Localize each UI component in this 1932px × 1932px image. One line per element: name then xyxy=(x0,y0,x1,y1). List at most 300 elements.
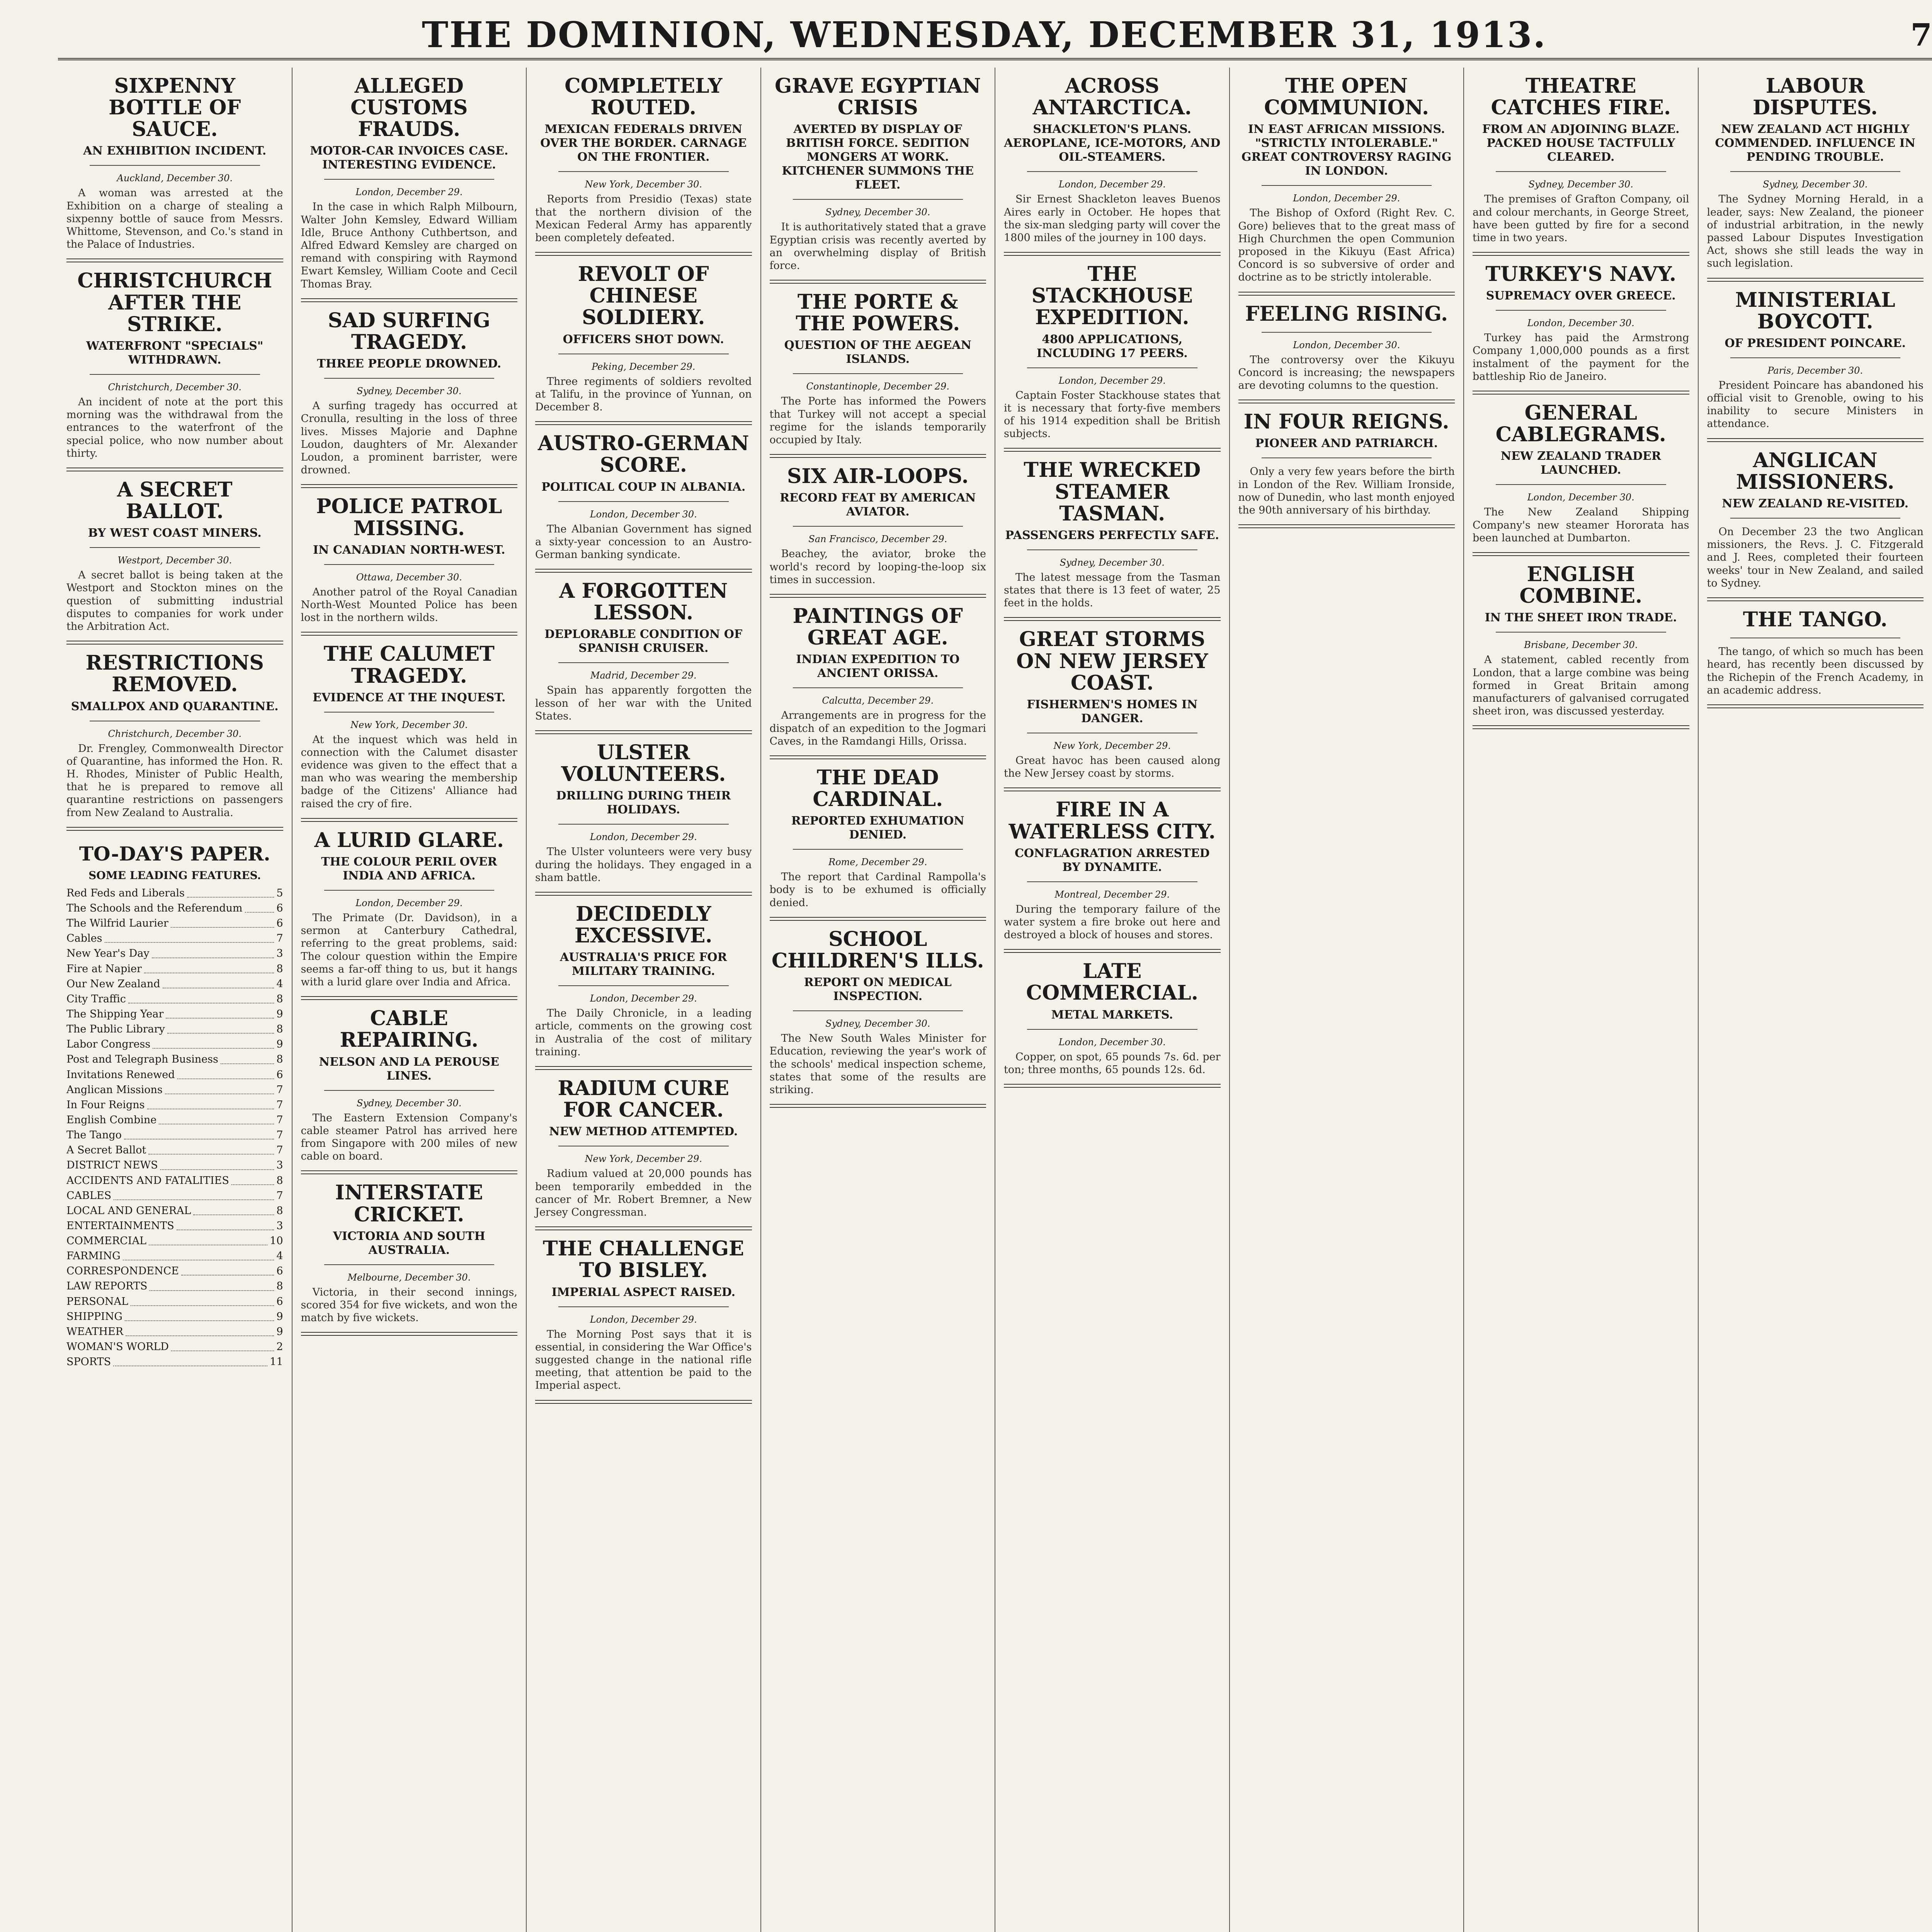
article-headline: MINISTERIAL BOYCOTT. xyxy=(1735,288,1895,333)
feature-item xyxy=(66,1324,283,1339)
divider xyxy=(90,165,260,166)
article xyxy=(66,75,283,262)
article-dateline: Sydney, December 30. xyxy=(357,386,462,397)
article-headline: FEELING RISING. xyxy=(1245,302,1448,326)
divider xyxy=(793,1010,963,1011)
column xyxy=(1230,68,1464,1932)
article-subheading: SMALLPOX AND QUARANTINE. xyxy=(71,699,279,713)
feature-page: 6 xyxy=(276,1068,283,1081)
feature-page: 9 xyxy=(276,1038,283,1051)
article xyxy=(1004,264,1221,452)
feature-item xyxy=(66,1264,283,1279)
article-separator xyxy=(770,454,986,458)
article-body: Arrangements are in progress for the dispatch of an expedition to the Jogmari Caves, in the Ramdangi Hills, Orissa. xyxy=(769,709,986,747)
feature-label: The Schools and the Referendum xyxy=(66,902,243,914)
divider xyxy=(1262,332,1432,333)
feature-page: 8 xyxy=(276,1204,283,1217)
column xyxy=(761,68,996,1932)
leader-dots xyxy=(163,976,274,988)
article-separator xyxy=(1004,1084,1221,1088)
feature-label: FARMING xyxy=(66,1250,121,1262)
divider xyxy=(324,179,495,180)
article-headline: RADIUM CURE FOR CANCER. xyxy=(558,1077,730,1122)
article xyxy=(1473,75,1689,256)
feature-label: The Wilfrid Laurier xyxy=(66,917,168,930)
article-dateline: London, December 29. xyxy=(590,832,697,843)
divider xyxy=(324,564,495,565)
article-body: Captain Foster Stackhouse states that it is necessary that forty-five members of his 1914 expedition shall be British subjects. xyxy=(1004,389,1221,440)
article xyxy=(1473,402,1689,556)
article-headline: A SECRET BALLOT. xyxy=(117,478,233,524)
feature-page: 11 xyxy=(270,1356,283,1368)
article-separator xyxy=(66,259,283,262)
feature-page: 4 xyxy=(276,1250,283,1262)
article-body: On December 23 the two Anglican missioners, the Revs. J. C. Fitzgerald and J. Rees, completed their fourteen weeks' tour in New Zealand, and sailed to Sydney. xyxy=(1707,526,1923,589)
divider xyxy=(558,824,729,825)
article xyxy=(1707,609,1924,708)
article-separator xyxy=(1473,252,1689,256)
article-body: The controversy over the Kikuyu Concord is increasing; the newspapers are devoting columns to the question. xyxy=(1238,354,1455,392)
column xyxy=(527,68,761,1932)
article-headline: CABLE REPAIRING. xyxy=(340,1007,479,1052)
feature-page: 7 xyxy=(276,1144,283,1156)
leader-dots xyxy=(149,1233,267,1245)
divider xyxy=(90,374,260,375)
divider xyxy=(1730,171,1901,172)
article-body: The Albanian Government has signed a sixty-year concession to an Austro-German banking syndicate. xyxy=(535,523,752,561)
article-subheading: REPORTED EXHUMATION DENIED. xyxy=(791,814,964,842)
article-body: The Eastern Extension Company's cable steamer Patrol has arrived here from Singapore with 200 miles of new cable on board. xyxy=(301,1112,517,1163)
feature-label: ENTERTAINMENTS xyxy=(66,1219,174,1232)
article-separator xyxy=(301,1170,518,1174)
feature-label: ACCIDENTS AND FATALITIES xyxy=(66,1174,229,1187)
article-dateline: London, December 30. xyxy=(590,509,697,520)
feature-subtitle: SOME LEADING FEATURES. xyxy=(88,869,261,882)
leader-dots xyxy=(114,1188,274,1200)
article xyxy=(301,75,518,302)
article-subheading: BY WEST COAST MINERS. xyxy=(88,526,262,540)
article-body: During the temporary failure of the water system a fire broke out here and destroyed a block of houses and stores. xyxy=(1004,903,1221,941)
article-separator xyxy=(535,892,752,896)
article-subheading: WATERFRONT "SPECIALS" WITHDRAWN. xyxy=(86,339,264,367)
article-dateline: Madrid, December 29. xyxy=(590,670,697,681)
article-body: Great havoc has been caused along the New Jersey coast by storms. xyxy=(1004,754,1221,780)
article-subheading: AVERTED BY DISPLAY OF BRITISH FORCE. SEDITION MONGERS AT WORK. KITCHENER SUMMONS THE FLEET. xyxy=(782,122,974,192)
article xyxy=(535,75,752,256)
article-dateline: Auckland, December 30. xyxy=(117,173,233,184)
feature-label: Red Feds and Liberals xyxy=(66,887,185,899)
feature-label: SHIPPING xyxy=(66,1310,122,1323)
article xyxy=(1004,629,1221,791)
feature-label: The Public Library xyxy=(66,1023,165,1036)
article-subheading: FROM AN ADJOINING BLAZE. PACKED HOUSE TACTFULLY CLEARED. xyxy=(1482,122,1680,164)
article-body: The latest message from the Tasman states that there is 13 feet of water, 25 feet in the holds. xyxy=(1004,571,1221,609)
feature-page: 3 xyxy=(276,1219,283,1232)
feature-item xyxy=(66,961,283,976)
article-subheading: DRILLING DURING THEIR HOLIDAYS. xyxy=(556,789,731,817)
article-headline: THE TANGO. xyxy=(1743,607,1888,631)
article xyxy=(770,75,986,284)
article-subheading: PASSENGERS PERFECTLY SAFE. xyxy=(1005,528,1219,542)
article-separator xyxy=(1004,617,1221,621)
article-subheading: FISHERMEN'S HOMES IN DANGER. xyxy=(1027,697,1198,725)
feature-item xyxy=(66,901,283,916)
article-headline: CHRISTCHURCH AFTER THE STRIKE. xyxy=(77,269,272,336)
article xyxy=(1473,564,1689,729)
leader-dots xyxy=(171,916,274,928)
feature-item xyxy=(66,1203,283,1218)
feature-page: 2 xyxy=(276,1341,283,1353)
article-body: Sir Ernest Shackleton leaves Buenos Aires early in October. He hopes that the six-man sledging party will cover the 1800 miles of the journey in 100 days. xyxy=(1004,193,1221,244)
feature-item xyxy=(66,1309,283,1324)
article xyxy=(1004,799,1221,953)
article-dateline: Christchurch, December 30. xyxy=(108,381,242,393)
article-headline: SAD SURFING TRAGEDY. xyxy=(328,308,490,354)
article-subheading: THREE PEOPLE DROWNED. xyxy=(317,357,502,371)
feature-label: WEATHER xyxy=(66,1325,124,1338)
article-dateline: London, December 29. xyxy=(1058,179,1166,190)
article-subheading: MEXICAN FEDERALS DRIVEN OVER THE BORDER. CARNAGE ON THE FRONTIER. xyxy=(540,122,747,164)
feature-page: 8 xyxy=(276,1023,283,1036)
article-headline: GREAT STORMS ON NEW JERSEY COAST. xyxy=(1016,628,1208,695)
article xyxy=(1473,264,1689,395)
article-headline: ENGLISH COMBINE. xyxy=(1519,563,1643,608)
article-dateline: San Francisco, December 29. xyxy=(808,534,947,545)
article xyxy=(66,270,283,471)
feature-item xyxy=(66,1188,283,1203)
article-separator xyxy=(535,730,752,734)
divider xyxy=(793,373,963,374)
page-columns xyxy=(58,68,1932,1932)
article-headline: AUSTRO-GERMAN SCORE. xyxy=(537,432,749,477)
article-separator xyxy=(301,1332,518,1336)
article xyxy=(66,479,283,645)
article-subheading: IMPERIAL ASPECT RAISED. xyxy=(551,1285,736,1299)
article-subheading: IN THE SHEET IRON TRADE. xyxy=(1485,611,1677,625)
divider xyxy=(558,662,729,663)
article-subheading: SUPREMACY OVER GREECE. xyxy=(1486,289,1676,303)
article-separator xyxy=(770,280,986,284)
article-subheading: REPORT ON MEDICAL INSPECTION. xyxy=(804,976,952,1003)
feature-page: 8 xyxy=(276,1280,283,1293)
article-headline: INTERSTATE CRICKET. xyxy=(335,1181,483,1226)
feature-page: 3 xyxy=(276,947,283,960)
divider xyxy=(324,712,495,713)
article xyxy=(770,291,986,458)
article-dateline: New York, December 29. xyxy=(585,1153,702,1165)
feature-item xyxy=(66,1037,283,1052)
divider xyxy=(1730,518,1901,519)
article-body: Three regiments of soldiers revolted at Talifu, in the province of Yunnan, on December 8. xyxy=(535,375,752,413)
article-dateline: Sydney, December 30. xyxy=(825,207,930,218)
article-dateline: Sydney, December 30. xyxy=(825,1018,930,1029)
article-subheading: MOTOR-CAR INVOICES CASE. INTERESTING EVIDENCE. xyxy=(310,144,509,172)
feature-item xyxy=(66,1248,283,1264)
article-headline: GENERAL CABLEGRAMS. xyxy=(1495,401,1666,447)
article-body: A woman was arrested at the Exhibition on a charge of stealing a sixpenny bottle of sauce from Messrs. Whittome, Stevenson, and Co.'s stand in the Palace of Industries. xyxy=(66,187,283,251)
feature-label: Fire at Napier xyxy=(66,963,142,975)
article-body: Radium valued at 20,000 pounds has been temporarily embedded in the cancer of Mr. Robert Bremner, a New Jersey Congressman. xyxy=(535,1168,752,1219)
feature-item xyxy=(66,1279,283,1294)
article-body: Copper, on spot, 65 pounds 7s. 6d. per ton; three months, 65 pounds 12s. 6d. xyxy=(1004,1051,1221,1076)
article-body: The Ulster volunteers were very busy during the holidays. They engaged in a sham battle. xyxy=(535,846,752,884)
article-subheading: SHACKLETON'S PLANS. AEROPLANE, ICE-MOTORS, AND OIL-STEAMERS. xyxy=(1004,122,1221,164)
leader-dots xyxy=(147,1097,274,1109)
feature-item xyxy=(66,916,283,931)
article-headline: THE OPEN COMMUNION. xyxy=(1264,74,1429,120)
article-headline: THE CHALLENGE TO BISLEY. xyxy=(543,1237,744,1282)
feature-page: 7 xyxy=(276,1099,283,1111)
article-dateline: Christchurch, December 30. xyxy=(108,728,242,739)
article-body: The Daily Chronicle, in a leading article, comments on the growing cost in Australia of the cost of military training. xyxy=(535,1007,752,1058)
article-body: Another patrol of the Royal Canadian North-West Mounted Police has been lost in the northern wilds. xyxy=(301,586,517,624)
feature-page: 4 xyxy=(276,978,283,990)
article-dateline: Calcutta, December 29. xyxy=(822,695,934,706)
article-subheading: AN EXHIBITION INCIDENT. xyxy=(83,144,267,158)
todays-paper-box xyxy=(66,842,283,1370)
feature-item xyxy=(66,1158,283,1173)
feature-item xyxy=(66,931,283,946)
leader-dots xyxy=(193,1203,274,1215)
leader-dots xyxy=(177,1218,274,1230)
article-subheading: RECORD FEAT BY AMERICAN AVIATOR. xyxy=(780,491,976,519)
feature-item xyxy=(66,1294,283,1309)
article xyxy=(1707,289,1924,442)
feature-item xyxy=(66,1082,283,1097)
article-subheading: NEW ZEALAND TRADER LAUNCHED. xyxy=(1500,449,1661,477)
article-separator xyxy=(1707,278,1924,282)
article-headline: LABOUR DISPUTES. xyxy=(1752,74,1878,120)
article-headline: IN FOUR REIGNS. xyxy=(1243,410,1449,434)
article-headline: COMPLETELY ROUTED. xyxy=(565,74,723,120)
article xyxy=(301,310,518,488)
article-subheading: EVIDENCE AT THE INQUEST. xyxy=(313,690,506,704)
article-separator xyxy=(535,1066,752,1070)
article-headline: ACROSS ANTARCTICA. xyxy=(1032,74,1192,120)
divider xyxy=(324,1090,495,1091)
article-headline: SCHOOL CHILDREN'S ILLS. xyxy=(771,927,984,973)
column xyxy=(58,68,293,1932)
feature-page: 7 xyxy=(276,1083,283,1096)
page-number: 7 xyxy=(1910,17,1932,53)
leader-dots xyxy=(123,1248,274,1260)
feature-label: Labor Congress xyxy=(66,1038,151,1051)
article xyxy=(301,830,518,1000)
article-headline: A LURID GLARE. xyxy=(314,828,504,852)
article-separator xyxy=(301,484,518,488)
divider xyxy=(324,1264,495,1265)
article xyxy=(1707,450,1924,601)
features-list xyxy=(66,886,283,1370)
leader-dots xyxy=(105,931,274,943)
feature-label: WOMAN'S WORLD xyxy=(66,1341,169,1353)
article-dateline: Westport, December 30. xyxy=(117,555,232,566)
article-headline: ANGLICAN MISSIONERS. xyxy=(1736,448,1895,494)
feature-page: 8 xyxy=(276,1174,283,1187)
article-subheading: NEW ZEALAND ACT HIGHLY COMMENDED. INFLUENCE IN PENDING TROUBLE. xyxy=(1715,122,1916,164)
article-subheading: 4800 APPLICATIONS, INCLUDING 17 PEERS. xyxy=(1036,332,1188,360)
feature-page: 6 xyxy=(276,902,283,914)
divider xyxy=(1027,881,1197,882)
article-separator xyxy=(1004,448,1221,452)
article-dateline: London, December 29. xyxy=(590,1314,697,1325)
feature-item xyxy=(66,1339,283,1354)
feature-item xyxy=(66,1097,283,1112)
feature-label: PERSONAL xyxy=(66,1295,128,1308)
feature-label: CABLES xyxy=(66,1189,112,1202)
feature-item xyxy=(66,1067,283,1082)
article-headline: PAINTINGS OF GREAT AGE. xyxy=(793,604,963,650)
leader-dots xyxy=(124,1128,274,1139)
article-dateline: London, December 30. xyxy=(1527,492,1634,503)
article-body: Only a very few years before the birth in London of the Rev. William Ironside, now of Dunedin, who last month enjoyed the 90th anniversary of his birthday. xyxy=(1238,466,1455,517)
feature-item xyxy=(66,992,283,1007)
article-headline: THE CALUMET TRAGEDY. xyxy=(323,642,495,688)
leader-dots xyxy=(221,1052,274,1064)
leader-dots xyxy=(150,1279,274,1291)
article-dateline: London, December 29. xyxy=(590,993,697,1004)
leader-dots xyxy=(171,1339,274,1351)
divider xyxy=(1262,457,1432,458)
article-headline: SIXPENNY BOTTLE OF SAUCE. xyxy=(109,74,241,141)
article-separator xyxy=(1473,552,1689,556)
article-subheading: THE COLOUR PERIL OVER INDIA AND AFRICA. xyxy=(321,855,497,883)
feature-item xyxy=(66,1354,283,1369)
article-subheading: OF PRESIDENT POINCARE. xyxy=(1725,336,1906,350)
article-dateline: Melbourne, December 30. xyxy=(347,1272,471,1283)
feature-page: 8 xyxy=(276,993,283,1005)
feature-label: COMMERCIAL xyxy=(66,1235,146,1247)
article xyxy=(1238,75,1455,296)
article-body: Reports from Presidio (Texas) state that the northern division of the Mexican Federal Army has apparently been completely defeated. xyxy=(535,193,752,244)
article-dateline: New York, December 30. xyxy=(350,719,468,730)
article-subheading: METAL MARKETS. xyxy=(1051,1008,1173,1022)
article-dateline: Sydney, December 30. xyxy=(357,1097,462,1109)
feature-page: 8 xyxy=(276,1053,283,1066)
column xyxy=(293,68,527,1932)
article-headline: POLICE PATROL MISSING. xyxy=(316,495,502,540)
feature-label: Invitations Renewed xyxy=(66,1068,175,1081)
feature-page: 9 xyxy=(276,1310,283,1323)
column xyxy=(1464,68,1699,1932)
feature-page: 7 xyxy=(276,1114,283,1126)
leader-dots xyxy=(153,1037,274,1049)
feature-label: The Shipping Year xyxy=(66,1008,164,1020)
article-separator xyxy=(535,421,752,425)
divider xyxy=(558,501,729,502)
feature-page: 6 xyxy=(276,917,283,930)
article-separator xyxy=(301,996,518,1000)
article-dateline: Sydney, December 30. xyxy=(1528,179,1633,190)
article-subheading: PIONEER AND PATRIARCH. xyxy=(1255,437,1438,451)
article-subheading: VICTORIA AND SOUTH AUSTRALIA. xyxy=(333,1229,485,1257)
feature-label: In Four Reigns xyxy=(66,1099,145,1111)
divider xyxy=(558,171,729,172)
feature-page: 7 xyxy=(276,1189,283,1202)
feature-item xyxy=(66,946,283,961)
leader-dots xyxy=(187,886,274,898)
article xyxy=(301,1182,518,1336)
article-body: The report that Cardinal Rampolla's body is to be exhumed is officially denied. xyxy=(769,871,986,909)
feature-item xyxy=(66,1218,283,1233)
feature-title: TO-DAY'S PAPER. xyxy=(79,842,270,865)
article-body: In the case in which Ralph Milbourn, Walter John Kemsley, Edward William Idle, Bruce Anthony Cuthbertson, and Alfred Edward Kemsley are charged on remand with conspiring with Raymond Ewart Kemsley, William Coote and Cecil Thomas Bray. xyxy=(301,201,517,290)
article-headline: A FORGOTTEN LESSON. xyxy=(559,579,728,625)
leader-dots xyxy=(231,1173,274,1185)
feature-label: DISTRICT NEWS xyxy=(66,1159,158,1172)
article-separator xyxy=(1707,438,1924,442)
leader-dots xyxy=(167,1022,274,1034)
article-body: A statement, cabled recently from London, that a large combine was being formed in Great Britain among manufacturers of galvanised corrugated sheet iron, was discussed yesterday. xyxy=(1473,654,1689,718)
article-body: President Poincare has abandoned his official visit to Grenoble, owing to his inability to secure Ministers in attendance. xyxy=(1707,379,1923,430)
divider xyxy=(1027,367,1197,368)
article-dateline: London, December 30. xyxy=(1058,1036,1166,1048)
article-separator xyxy=(770,755,986,759)
article xyxy=(770,767,986,921)
article-subheading: DEPLORABLE CONDITION OF SPANISH CRUISER. xyxy=(544,628,743,655)
article-dateline: New York, December 29. xyxy=(1053,740,1171,751)
divider xyxy=(1496,171,1666,172)
article-body: Turkey has paid the Armstrong Company 1,000,000 pounds as a first instalment of the payment for the battleship Rio de Janeiro. xyxy=(1473,332,1689,383)
article-subheading: INDIAN EXPEDITION TO ANCIENT ORISSA. xyxy=(796,653,960,680)
leader-dots xyxy=(159,1112,274,1124)
article-separator xyxy=(535,1400,752,1404)
article-headline: ALLEGED CUSTOMS FRAUDS. xyxy=(350,74,468,141)
article-headline: THEATRE CATCHES FIRE. xyxy=(1491,74,1671,120)
article-separator xyxy=(1238,400,1455,403)
article xyxy=(535,580,752,734)
leader-dots xyxy=(131,1294,274,1306)
article xyxy=(1238,303,1455,404)
article xyxy=(535,1078,752,1230)
feature-page: 6 xyxy=(276,1265,283,1277)
feature-item xyxy=(66,1022,283,1037)
article xyxy=(1707,75,1924,282)
feature-item xyxy=(66,1128,283,1143)
divider xyxy=(90,547,260,548)
divider xyxy=(793,526,963,527)
article-separator xyxy=(1004,949,1221,953)
article-separator xyxy=(1004,787,1221,791)
divider xyxy=(324,890,495,891)
article-dateline: New York, December 30. xyxy=(585,179,702,190)
article xyxy=(770,929,986,1108)
article-body: The premises of Grafton Company, oil and colour merchants, in George Street, have been gutted by fire for a second time in two years. xyxy=(1473,193,1689,244)
feature-label: The Tango xyxy=(66,1129,122,1141)
article-headline: RESTRICTIONS REMOVED. xyxy=(85,651,264,697)
article-headline: THE WRECKED STEAMER TASMAN. xyxy=(1024,458,1201,526)
article-body: Beachey, the aviator, broke the world's record by looping-the-loop six times in succession. xyxy=(769,548,986,586)
article-subheading: NELSON AND LA PEROUSE LINES. xyxy=(319,1055,499,1083)
article-separator xyxy=(1238,292,1455,296)
feature-label: City Traffic xyxy=(66,993,126,1005)
article-subheading: NEW ZEALAND RE-VISITED. xyxy=(1722,497,1909,510)
feature-item xyxy=(66,886,283,901)
article-body: The New Zealand Shipping Company's new steamer Hororata has been launched at Dumbarton. xyxy=(1473,506,1689,544)
article-headline: REVOLT OF CHINESE SOLDIERY. xyxy=(578,262,709,330)
leader-dots xyxy=(125,1309,274,1321)
article-headline: LATE COMMERCIAL. xyxy=(1026,959,1198,1005)
article-dateline: Peking, December 29. xyxy=(592,361,696,372)
article-subheading: IN EAST AFRICAN MISSIONS. "STRICTLY INTOLERABLE." GREAT CONTROVERSY RAGING IN LONDON. xyxy=(1241,122,1452,178)
leader-dots xyxy=(113,1354,267,1366)
article xyxy=(301,496,518,636)
feature-page: 9 xyxy=(276,1325,283,1338)
feature-label: LAW REPORTS xyxy=(66,1280,148,1293)
article-separator xyxy=(535,569,752,573)
leader-dots xyxy=(144,961,274,973)
feature-page: 6 xyxy=(276,1295,283,1308)
